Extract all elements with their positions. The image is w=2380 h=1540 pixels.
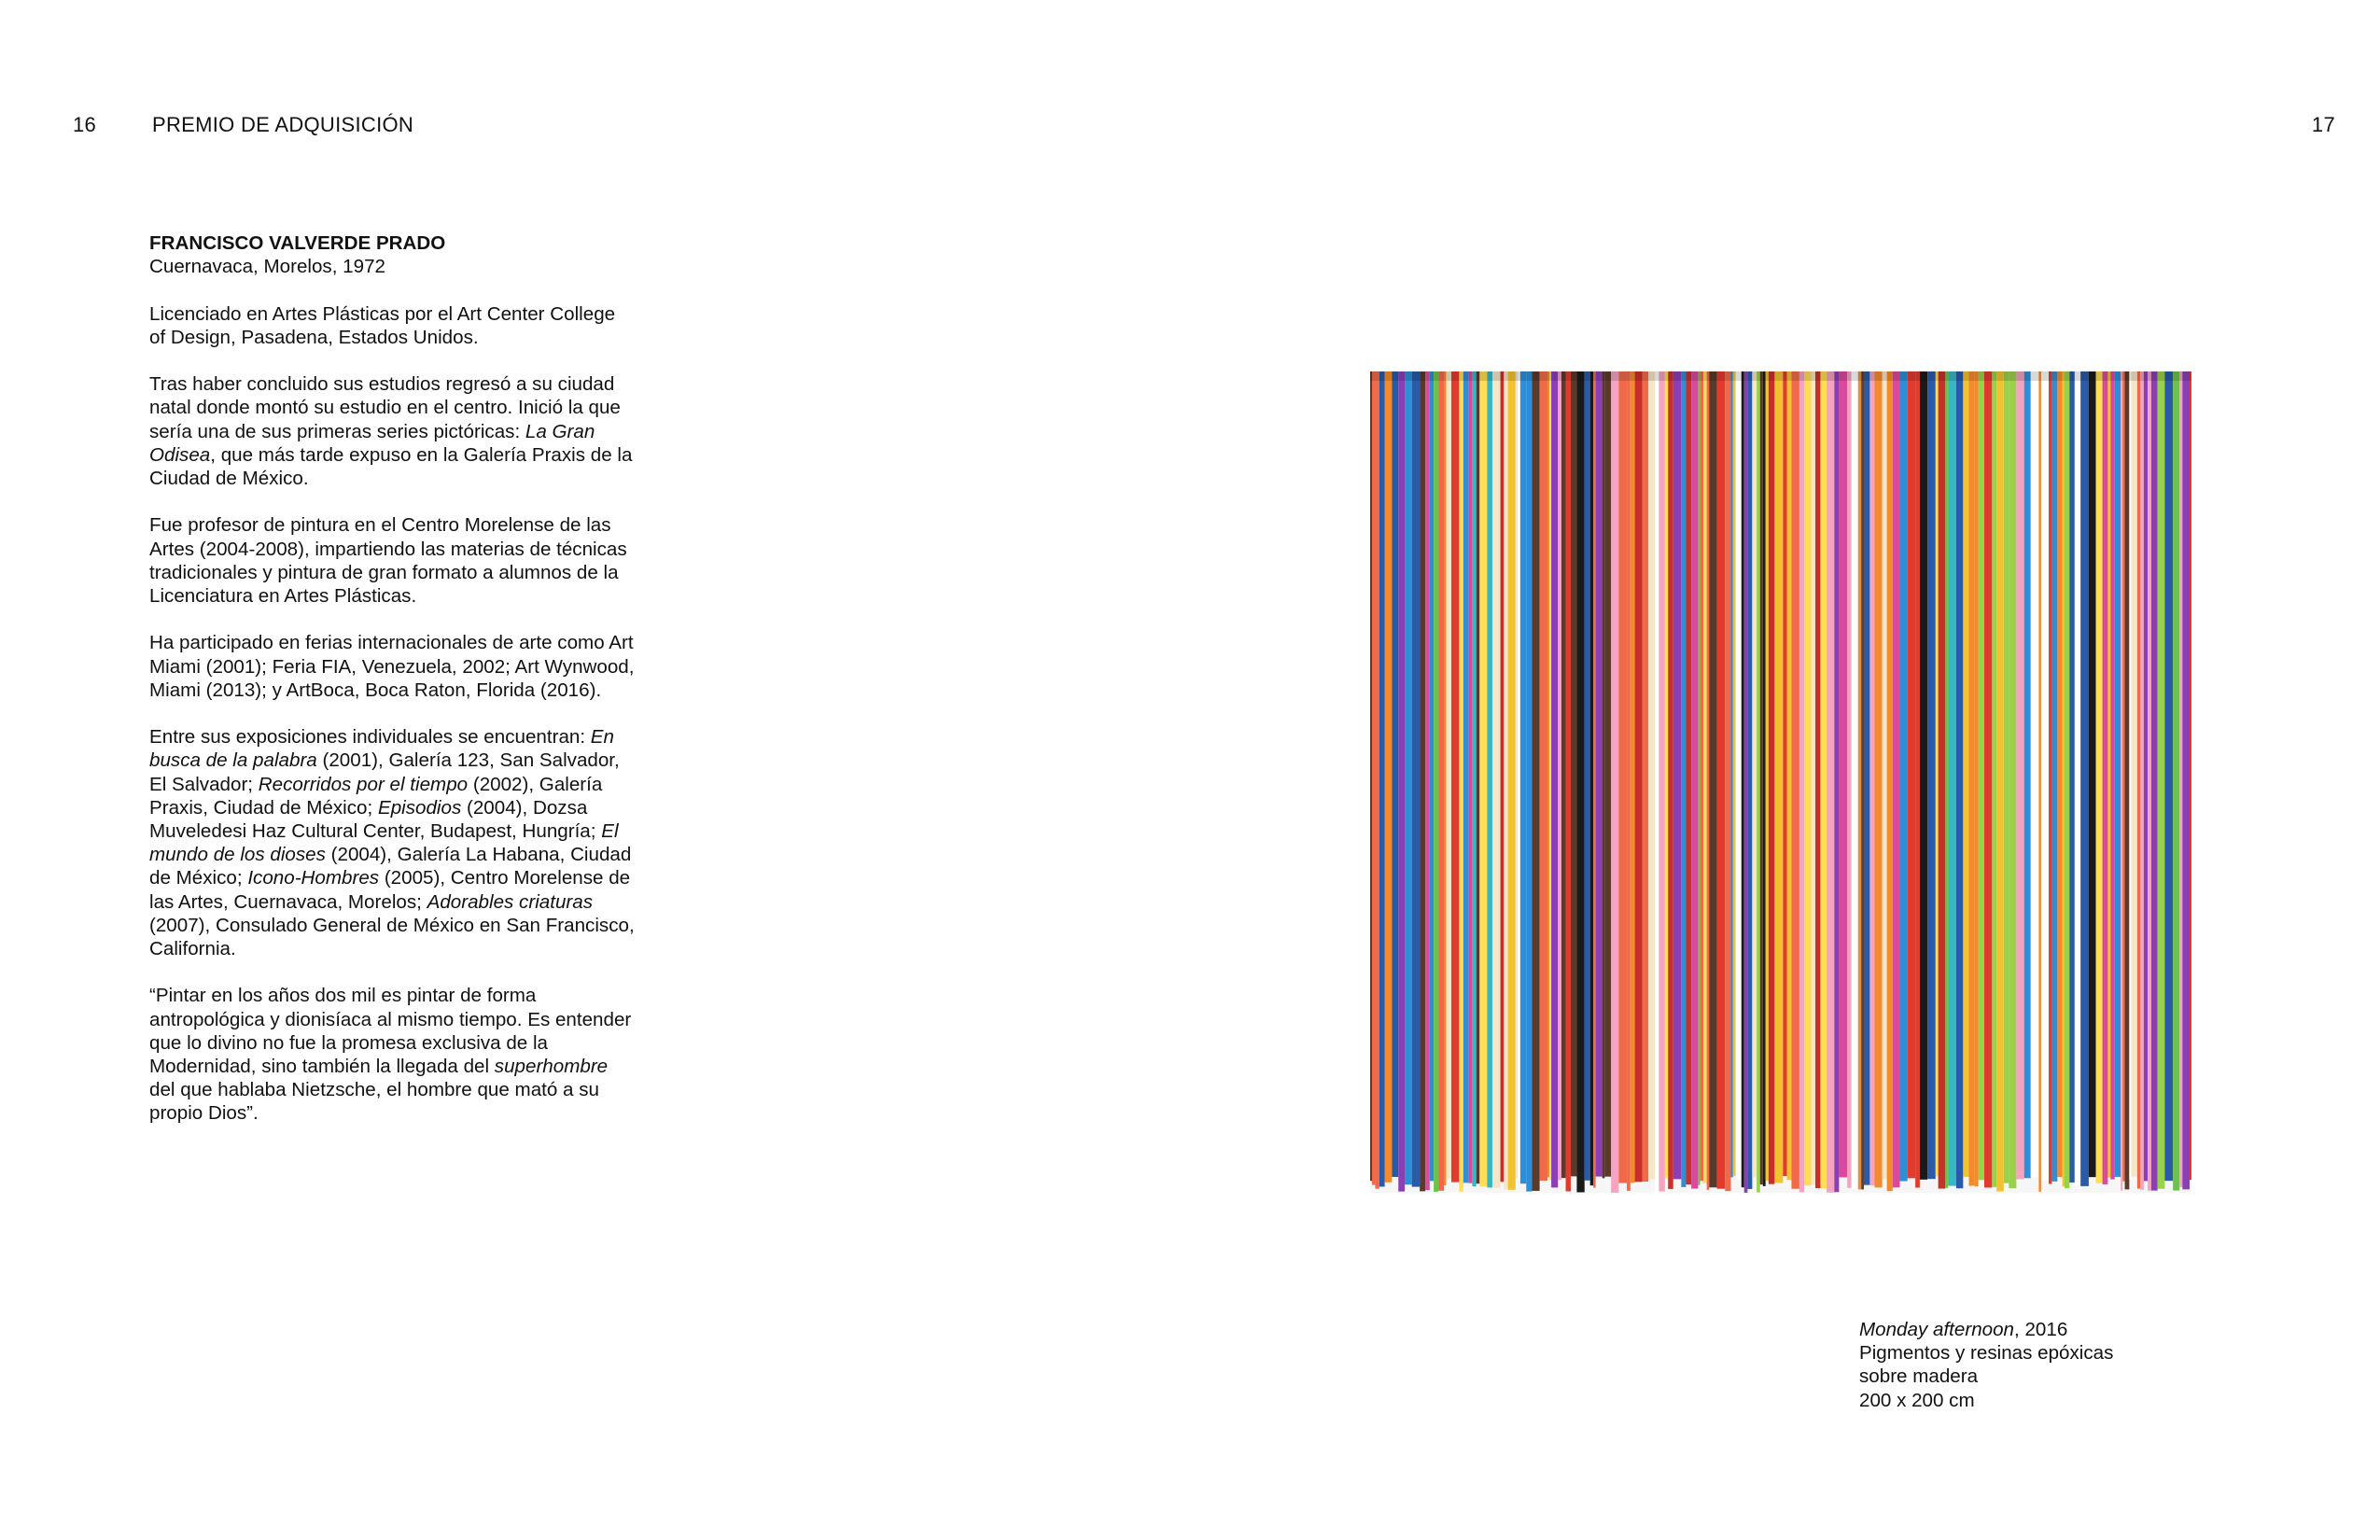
artist-origin: Cuernavaca, Morelos, 1972 bbox=[149, 256, 385, 278]
artwork-image bbox=[1370, 371, 2191, 1193]
artist-header bbox=[149, 231, 635, 278]
artwork-year: , 2016 bbox=[2014, 1319, 2068, 1340]
running-title: PREMIO DE ADQUISICIÓN bbox=[152, 113, 414, 136]
bio-paragraph-education: Licenciado en Artes Plásticas por el Art Center College of Design, Pasadena, Estados Unidos. bbox=[149, 302, 616, 348]
left-page-number: 16 bbox=[73, 113, 97, 136]
right-page-number: 17 bbox=[2311, 113, 2335, 136]
artwork-dimensions: 200 x 200 cm bbox=[1859, 1389, 1975, 1411]
bio-paragraph-exhibitions: Entre sus exposiciones individuales se encuentran: En busca de la palabra (2001), Galería 123, San Salvador, El Salvador; Recorridos por el tiempo (2002), Galería Praxis, Ciudad de México; Episodios (2004), Dozsa Muveledesi Haz Cultural Center, Budapest, Hungría; El mundo de los dioses (2004), Galería La Habana, Ciudad de México; Icono-Hombres (2005), Centro Morelense de las Artes, Cuernavaca, Morelos; Adorables criaturas (2007), Consulado General de México en San Francisco, California. bbox=[149, 726, 635, 960]
artwork-title: Monday afternoon bbox=[1859, 1319, 2015, 1340]
artwork-medium-line-2: sobre madera bbox=[1859, 1365, 1979, 1388]
bio-paragraph-teaching: Fue profesor de pintura en el Centro Morelense de las Artes (2004-2008), impartiendo las materias de técnicas tradicionales y pintura de gran formato a alumnos de la Licenciatura en Artes Plásticas. bbox=[149, 514, 627, 607]
bio-paragraph-fairs: Ha participado en ferias internacionales de arte como Art Miami (2001); Feria FIA, Venezuela, 2002; Art Wynwood, Miami (2013); y ArtBoca, Boca Raton, Florida (2016). bbox=[149, 632, 635, 701]
artist-quote: “Pintar en los años dos mil es pintar de forma antropológica y dionisíaca al mismo tiempo. Es entender que lo divino no fue la promesa exclusiva de la Modernidad, sino también la llegada del superhombre del que hablaba Nietzsche, el hombre que mató a su propio Dios”. bbox=[149, 985, 632, 1125]
artist-biography bbox=[149, 231, 635, 1149]
artwork-title-line bbox=[1859, 1318, 2251, 1341]
artwork-medium-line-1: Pigmentos y resinas epóxicas bbox=[1859, 1342, 2114, 1365]
striped-painting bbox=[1370, 371, 2191, 1193]
artwork-caption bbox=[1859, 1318, 2251, 1412]
bio-paragraph-career-start: Tras haber concluido sus estudios regresó a su ciudad natal donde montó su estudio en el centro. Inició la que sería una de sus primeras series pictóricas: La Gran Odisea, que más tarde expuso en la Galería Praxis de la Ciudad de México. bbox=[149, 373, 633, 489]
artist-name: FRANCISCO VALVERDE PRADO bbox=[149, 232, 446, 254]
